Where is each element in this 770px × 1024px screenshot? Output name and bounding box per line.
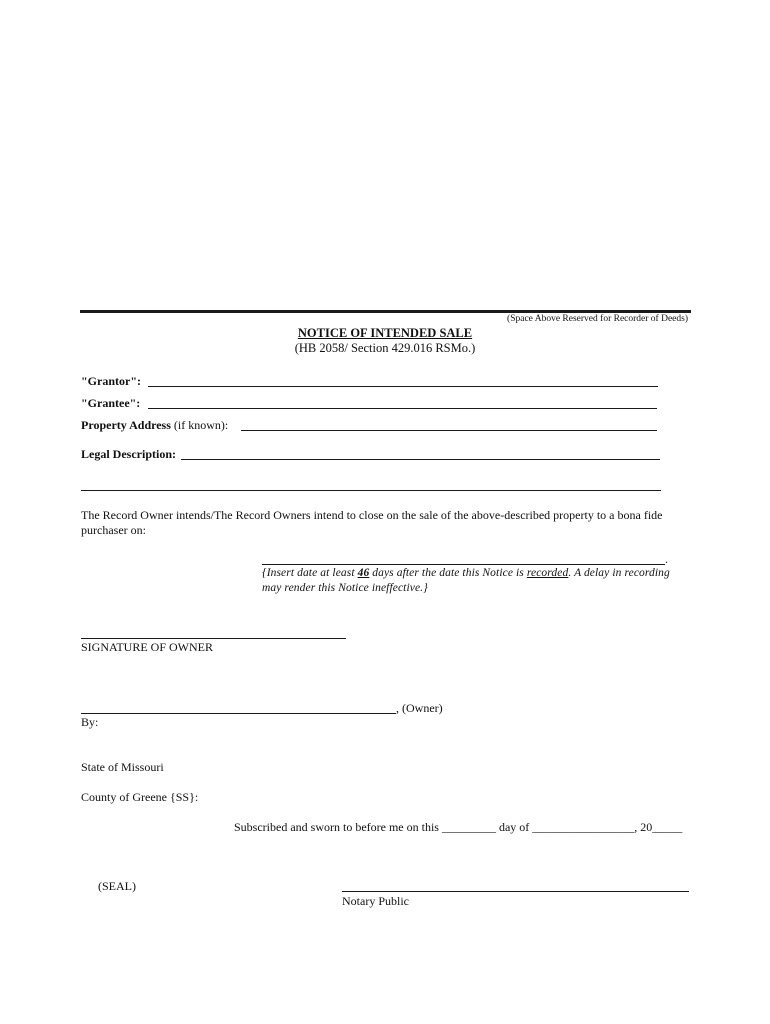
grantee-label: "Grantee": <box>81 396 141 410</box>
date-instruction-note: {Insert date at least 46 days after the date this Notice is recorded. A delay in recording may render this Notice ineffective.} <box>262 567 670 594</box>
top-rule <box>80 310 691 313</box>
owner-name-line[interactable] <box>81 713 396 714</box>
grantor-field[interactable] <box>148 386 658 387</box>
grantor-label: "Grantor": <box>81 374 141 388</box>
sworn-statement: Subscribed and sworn to before me on this _________ day of _________________, 20_____ <box>234 820 683 834</box>
legal-description-field-line2[interactable] <box>81 490 661 491</box>
by-label: By: <box>81 715 99 729</box>
property-address-field[interactable] <box>241 430 657 431</box>
date-period: . <box>665 552 668 566</box>
property-address-label: Property Address (if known): <box>81 418 229 432</box>
document-title: NOTICE OF INTENDED SALE <box>297 326 473 340</box>
grantee-field[interactable] <box>148 408 657 409</box>
notary-public-label: Notary Public <box>342 894 409 908</box>
reserved-space-note: (Space Above Reserved for Recorder of Deeds) <box>507 314 688 324</box>
legal-description-label: Legal Description: <box>81 447 176 461</box>
legal-description-field-line1[interactable] <box>181 459 660 460</box>
notary-signature-line[interactable] <box>342 891 689 892</box>
owner-suffix: , (Owner) <box>396 701 443 715</box>
intent-paragraph: The Record Owner intends/The Record Owners intend to close on the sale of the above-described property to a bona fide purchaser on: <box>81 508 663 537</box>
seal-label: (SEAL) <box>98 879 136 893</box>
state-label: State of Missouri <box>81 760 164 774</box>
document-subtitle: (HB 2058/ Section 429.016 RSMo.) <box>294 341 476 355</box>
owner-signature-label: SIGNATURE OF OWNER <box>81 640 213 654</box>
owner-signature-line[interactable] <box>81 638 346 639</box>
county-label: County of Greene {SS}: <box>81 790 199 804</box>
closing-date-field[interactable] <box>262 564 665 565</box>
